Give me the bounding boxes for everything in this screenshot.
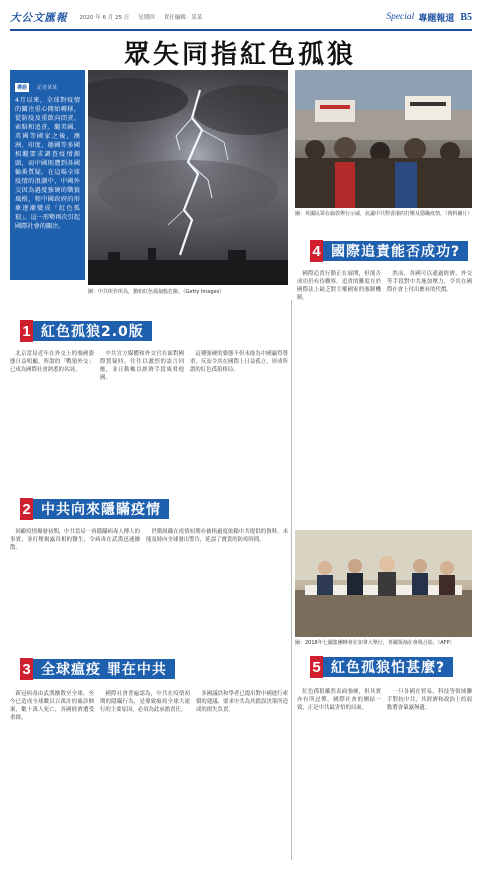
- crowd-icon: [295, 70, 472, 208]
- protest-photo-caption: 圖：英國民眾在倫敦舉行示威，抗議中共對香港的打壓及隱瞞疫情。（資料圖片）: [295, 211, 473, 217]
- issue-date: 2020 年 6 月 25 日 星期四 責任編輯：某某: [79, 15, 203, 21]
- section-1-title: 紅色孤狼2.0版: [33, 321, 152, 341]
- section-5-heading: [310, 656, 453, 678]
- storm-photo: [88, 70, 288, 285]
- lead-tag: 導語: [17, 85, 28, 91]
- section-4-number: 4: [310, 240, 323, 262]
- lead-box: [10, 70, 85, 280]
- section-1-col-2: [100, 350, 184, 490]
- section-1-col-3: [190, 350, 288, 490]
- s5-paragraph-a: 紅色孤狼雖然表面強硬，但其實亦有所忌憚。國際社會的團結一致，正是中共最害怕的局面。: [297, 689, 381, 712]
- masthead-rule: [10, 29, 472, 31]
- section-5-title: 紅色孤狼怕甚麼?: [323, 657, 453, 677]
- s4-paragraph-a: 國際追責行動正在展開，但能否成功仍有待觀察。追責的難度在於國際法上缺乏對主權國家的強制機制。: [297, 271, 381, 302]
- section-1-number: 1: [20, 320, 33, 342]
- s4-paragraph-b: 然而，各國可以通過經濟、外交等手段對中共施加壓力，令其在國際社會上付出應有的代價。: [387, 271, 472, 294]
- section-3-col-3: [196, 690, 288, 865]
- newspaper-logo: 大公文匯報: [10, 11, 68, 24]
- lightning-icon: [88, 70, 288, 285]
- s1-paragraph-c: 這種強硬的姿態不但未能為中國贏得尊重，反而令其在國際上日益孤立，形成所謂的紅色孤狼格局。: [190, 351, 288, 374]
- special-label: Special: [386, 12, 415, 22]
- storm-photo-caption: 圖：中共所作所為，猶如紅色孤狼般危險。（Getty Images）: [88, 289, 225, 295]
- s1-paragraph-a: 北京當局近年在外交上的強硬姿態日益明顯，所謂的「戰狼外交」已成為國際社會熟悉的名詞。: [10, 351, 94, 374]
- section-4-col-1: [297, 270, 381, 525]
- section-4-heading: [310, 240, 468, 262]
- s3-paragraph-b: 國際社會普遍認為，中共在疫情初期的隱瞞行為，是導致瘟疫全球大流行的主要原因，必須為此承擔責任。: [100, 691, 190, 714]
- section-2-title: 中共向來隱瞞疫情: [33, 499, 169, 519]
- section-2-col-2: [146, 528, 288, 638]
- meeting-icon: [295, 530, 472, 637]
- summit-photo: [295, 530, 472, 637]
- section-5-col-1: [297, 688, 381, 865]
- section-3-col-1: [10, 690, 94, 865]
- section-3-number: 3: [20, 658, 33, 680]
- section-2-col-1: [10, 528, 140, 638]
- section-2-number: 2: [20, 498, 33, 520]
- s2-paragraph-a: 回顧疫情爆發初期，中共當局一再隱瞞病毒人傳人的事實，並打壓揭露真相的醫生，令病毒在武漢迅速擴散。: [10, 529, 140, 552]
- s5-paragraph-b: 一旦各國在貿易、科技等領域聯手對抗中共，其經濟和政治上的弱點將會暴露無遺。: [387, 689, 472, 712]
- page-headline: 眾矢同指紅色孤狼: [123, 40, 356, 70]
- section-2-heading: [20, 498, 169, 520]
- s2-paragraph-b: 世衛組織在疫情初期亦被指過度依賴中共提供的資料，未能及時向全球發出警告，延誤了寶貴的防疫時間。: [146, 529, 288, 544]
- section-5-col-2: [387, 688, 472, 865]
- s3-paragraph-a: 新冠病毒由武漢擴散至全球，至今已造成全球數以百萬計的確診個案，數十萬人死亡，各國經濟遭受重創。: [10, 691, 94, 722]
- section-5-number: 5: [310, 656, 323, 678]
- lead-text: 4月以來，全球對疫情的關注重心開始轉移，從防疫及重啟向問責、索賠和追責。繼美國、英國等國家之後，澳洲、印度、德國等多國相繼要求調查疫情源頭，而中國則遭到各國輪番質疑。在這場全球疫情的浪潮中，中國外交因為過度強硬的戰狼風格，和中國政府的形象逐漸變成「紅色孤狼」。這一形勢再次引起國際社會的關注。: [15, 97, 80, 230]
- section-1-heading: [20, 320, 152, 342]
- section-3-title: 全球瘟疫 罪在中共: [33, 659, 175, 679]
- masthead: [10, 6, 472, 28]
- page-number: B5: [460, 11, 472, 23]
- s3-paragraph-c: 多國議員和學者已提出對中國進行索償的建議，要求中共為其錯誤決策所造成的損失負責。: [196, 691, 288, 714]
- lead-byline: 記者某某: [37, 85, 58, 91]
- section-4-title: 國際追責能否成功?: [323, 241, 468, 261]
- section-3-heading: [20, 658, 175, 680]
- protest-photo: [295, 70, 472, 208]
- section-label: 專題報道: [418, 13, 455, 24]
- summit-photo-caption: 圖：2018年七國集團峰會在加拿大舉行，各國領袖在會場合影。（AFP）: [295, 640, 455, 646]
- section-3-col-2: [100, 690, 190, 865]
- section-4-col-2: [387, 270, 472, 525]
- column-divider: [291, 300, 292, 860]
- s1-paragraph-b: 中共官方媒體和外交官在面對國際質疑時，往往以激烈的語言回應，並且動輒以經濟手段威脅他國。: [100, 351, 184, 382]
- section-1-col-1: [10, 350, 94, 490]
